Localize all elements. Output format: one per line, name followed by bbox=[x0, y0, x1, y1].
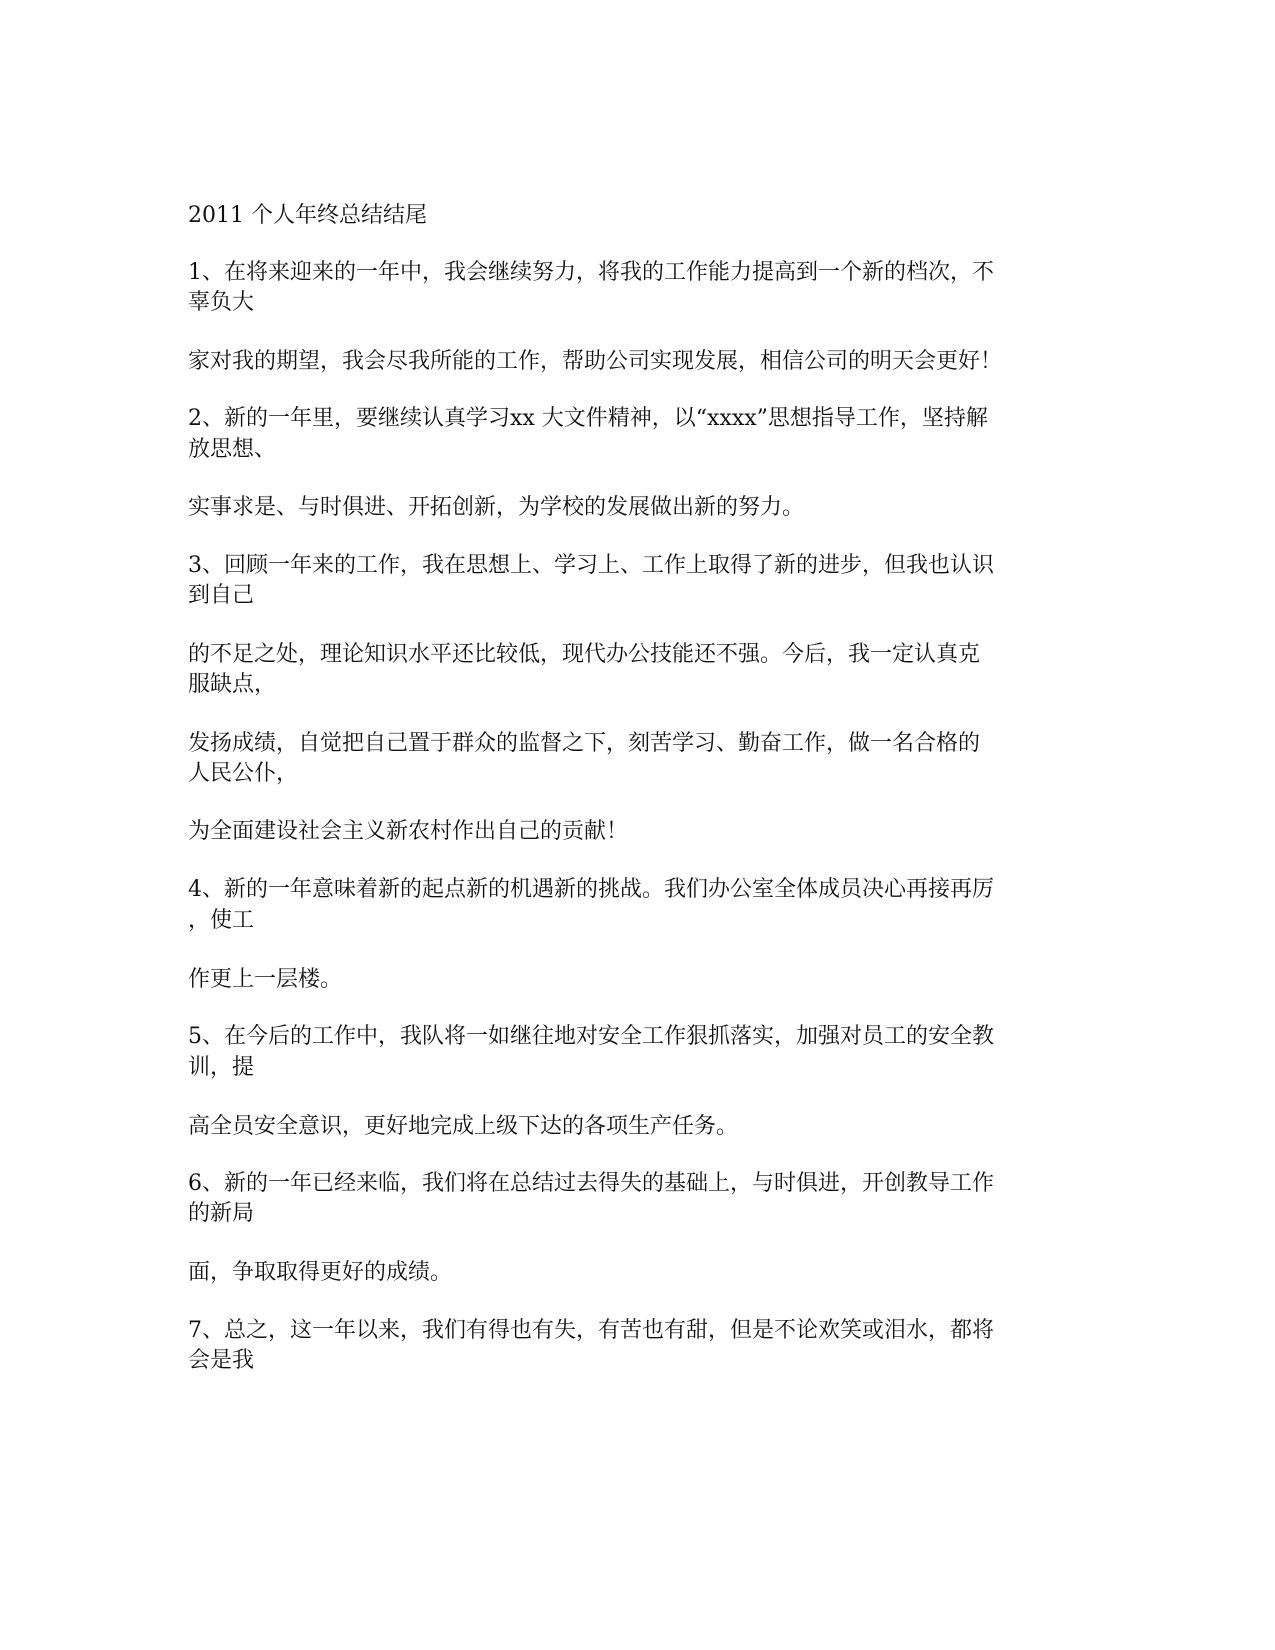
text-line: 实事求是、与时俱进、开拓创新，为学校的发展做出新的努力。 bbox=[188, 495, 805, 520]
text-line: 辜负大 bbox=[188, 290, 255, 315]
text-line: 面，争取取得更好的成绩。 bbox=[188, 1260, 453, 1285]
text-line: 到自己 bbox=[188, 583, 255, 608]
text-line: 5、在今后的工作中，我队将一如继往地对安全工作狠抓落实，加强对员工的安全教 bbox=[188, 1024, 994, 1049]
text-line: 服缺点， bbox=[188, 672, 277, 697]
text-line: 6、新的一年已经来临，我们将在总结过去得失的基础上，与时俱进，开创教导工作 bbox=[188, 1171, 994, 1196]
text-line: 7、总之，这一年以来，我们有得也有失，有苦也有甜，但是不论欢笑或泪水，都将 bbox=[188, 1318, 994, 1343]
text-line: 为全面建设社会主义新农村作出自己的贡献！ bbox=[188, 819, 629, 844]
text-line: 高全员安全意识，更好地完成上级下达的各项生产任务。 bbox=[188, 1114, 739, 1139]
text-line: 的不足之处，理论知识水平还比较低，现代办公技能还不强。今后，我一定认真克 bbox=[188, 642, 981, 667]
text-line: 作更上一层楼。 bbox=[188, 967, 343, 992]
text-line: ，使工 bbox=[188, 908, 255, 933]
text-line: 2、新的一年里，要继续认真学习xx 大文件精神，以“xxxx”思想指导工作，坚持解 bbox=[188, 406, 988, 431]
document-title: 2011 个人年终总结结尾 bbox=[188, 203, 427, 228]
text-line: 训，提 bbox=[188, 1055, 255, 1080]
text-line: 会是我 bbox=[188, 1348, 255, 1373]
text-line: 的新局 bbox=[188, 1201, 255, 1226]
text-line: 3、回顾一年来的工作，我在思想上、学习上、工作上取得了新的进步，但我也认识 bbox=[188, 553, 994, 578]
text-line: 1、在将来迎来的一年中，我会继续努力，将我的工作能力提高到一个新的档次，不 bbox=[188, 260, 994, 285]
text-line: 4、新的一年意味着新的起点新的机遇新的挑战。我们办公室全体成员决心再接再厉 bbox=[188, 877, 994, 902]
text-line: 人民公仆， bbox=[188, 761, 299, 786]
text-line: 发扬成绩，自觉把自己置于群众的监督之下，刻苦学习、勤奋工作，做一名合格的 bbox=[188, 731, 981, 756]
text-line: 家对我的期望，我会尽我所能的工作，帮助公司实现发展，相信公司的明天会更好！ bbox=[188, 349, 1003, 374]
text-line: 放思想、 bbox=[188, 437, 277, 462]
